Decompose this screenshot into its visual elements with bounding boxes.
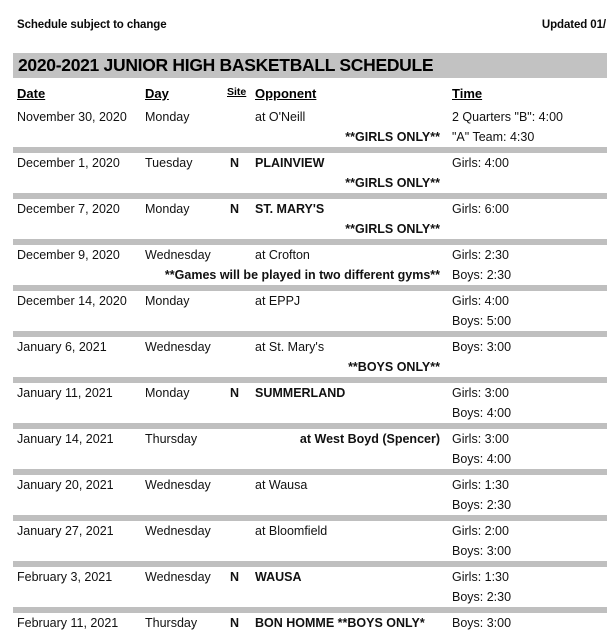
cell-opponent: at Wausa <box>255 478 308 492</box>
cell-day: Thursday <box>145 432 198 446</box>
schedule-table-body <box>0 107 607 633</box>
cell-date: January 6, 2021 <box>17 340 107 354</box>
table-row-primary-line <box>0 107 607 127</box>
column-header-day: Day <box>145 86 169 101</box>
cell-time-secondary: Boys: 2:30 <box>452 498 512 512</box>
table-row-secondary-line <box>0 541 607 561</box>
cell-time-secondary: Boys: 2:30 <box>452 590 512 604</box>
table-row-secondary-line <box>0 127 607 147</box>
cell-site: N <box>230 386 240 400</box>
table-column-headers <box>0 86 607 106</box>
column-header-time: Time <box>452 86 483 101</box>
page-title: 2020-2021 JUNIOR HIGH BASKETBALL SCHEDULE <box>18 55 434 75</box>
table-row <box>0 521 607 561</box>
cell-opponent: at West Boyd (Spencer) <box>299 432 440 446</box>
table-row-primary-line <box>0 337 607 357</box>
cell-time-primary: Girls: 4:00 <box>452 156 509 170</box>
cell-opponent: SUMMERLAND <box>255 386 346 400</box>
cell-day: Wednesday <box>145 570 211 584</box>
cell-site: N <box>230 616 240 630</box>
table-row <box>0 199 607 239</box>
cell-time-primary: Girls: 1:30 <box>452 478 509 492</box>
table-row-primary-line <box>0 567 607 587</box>
cell-time-primary: Girls: 6:00 <box>452 202 509 216</box>
cell-site: N <box>230 202 240 216</box>
cell-opponent: WAUSA <box>255 570 302 584</box>
cell-time-primary: Girls: 4:00 <box>452 294 509 308</box>
table-row <box>0 613 607 633</box>
cell-opponent: at St. Mary's <box>255 340 325 354</box>
table-row-primary-line <box>0 153 607 173</box>
table-row-primary-line <box>0 291 607 311</box>
table-row-secondary-line <box>0 219 607 239</box>
table-row-primary-line <box>0 613 607 633</box>
cell-time-primary: Girls: 2:00 <box>452 524 509 538</box>
cell-note: **GIRLS ONLY** <box>345 222 440 236</box>
table-row <box>0 245 607 285</box>
cell-date: November 30, 2020 <box>17 110 127 124</box>
cell-time-primary: Girls: 3:00 <box>452 432 509 446</box>
cell-day: Wednesday <box>145 524 211 538</box>
table-row <box>0 475 607 515</box>
cell-opponent: at EPPJ <box>255 294 301 308</box>
cell-time-secondary: Boys: 2:30 <box>452 268 512 282</box>
table-row-secondary-line <box>0 449 607 469</box>
cell-opponent: ST. MARY'S <box>255 202 325 216</box>
cell-time-primary: 2 Quarters "B": 4:00 <box>452 110 564 124</box>
cell-time-primary: Boys: 3:00 <box>452 616 512 630</box>
cell-date: December 1, 2020 <box>17 156 120 170</box>
cell-time-primary: Girls: 2:30 <box>452 248 509 262</box>
cell-site: N <box>230 156 240 170</box>
cell-date: January 27, 2021 <box>17 524 114 538</box>
cell-day: Thursday <box>145 616 198 630</box>
cell-day: Wednesday <box>145 478 211 492</box>
cell-note: **GIRLS ONLY** <box>345 130 440 144</box>
cell-time-primary: Girls: 1:30 <box>452 570 509 584</box>
cell-note: **BOYS ONLY** <box>348 360 440 374</box>
cell-site: N <box>230 570 240 584</box>
cell-day: Monday <box>145 386 190 400</box>
cell-time-primary: Boys: 3:00 <box>452 340 512 354</box>
table-row <box>0 153 607 193</box>
table-row-secondary-line <box>0 173 607 193</box>
table-row-primary-line <box>0 521 607 541</box>
table-row <box>0 337 607 377</box>
cell-date: December 7, 2020 <box>17 202 120 216</box>
document-meta-row <box>0 0 607 30</box>
table-row <box>0 567 607 607</box>
table-row-primary-line <box>0 383 607 403</box>
cell-day: Tuesday <box>145 156 193 170</box>
table-row <box>0 383 607 423</box>
table-row-secondary-line <box>0 403 607 423</box>
cell-date: December 14, 2020 <box>17 294 127 308</box>
cell-date: January 14, 2021 <box>17 432 114 446</box>
table-row-secondary-line <box>0 357 607 377</box>
table-row-secondary-line <box>0 587 607 607</box>
table-row-secondary-line <box>0 311 607 331</box>
updated-label: Updated 01/ <box>541 19 606 31</box>
table-row <box>0 429 607 469</box>
column-header-opponent: Opponent <box>255 86 317 101</box>
cell-opponent: BON HOMME **BOYS ONLY* <box>255 616 425 630</box>
cell-day: Monday <box>145 110 190 124</box>
cell-time-secondary: Boys: 3:00 <box>452 544 512 558</box>
cell-opponent: at O'Neill <box>255 110 306 124</box>
table-row-primary-line <box>0 475 607 495</box>
schedule-title-banner <box>13 53 607 78</box>
cell-time-secondary: Boys: 5:00 <box>452 314 512 328</box>
cell-date: December 9, 2020 <box>17 248 120 262</box>
cell-time-secondary: "A" Team: 4:30 <box>452 130 535 144</box>
cell-note: **GIRLS ONLY** <box>345 176 440 190</box>
table-row <box>0 107 607 147</box>
cell-day: Monday <box>145 294 190 308</box>
cell-day: Monday <box>145 202 190 216</box>
table-row-primary-line <box>0 245 607 265</box>
column-header-site: Site <box>227 86 247 98</box>
table-row-secondary-line <box>0 265 607 285</box>
cell-day: Wednesday <box>145 248 211 262</box>
table-row <box>0 291 607 331</box>
cell-time-secondary: Boys: 4:00 <box>452 452 512 466</box>
table-row-primary-line <box>0 429 607 449</box>
cell-date: February 11, 2021 <box>17 616 119 630</box>
cell-time-primary: Girls: 3:00 <box>452 386 509 400</box>
cell-opponent: at Crofton <box>255 248 310 262</box>
cell-date: January 20, 2021 <box>17 478 114 492</box>
schedule-notice: Schedule subject to change <box>17 19 167 31</box>
cell-opponent: at Bloomfield <box>255 524 328 538</box>
cell-opponent: PLAINVIEW <box>255 156 325 170</box>
column-header-date: Date <box>17 86 46 101</box>
cell-date: February 3, 2021 <box>17 570 113 584</box>
cell-note: **Games will be played in two different gyms** <box>164 268 440 282</box>
table-row-secondary-line <box>0 495 607 515</box>
table-row-primary-line <box>0 199 607 219</box>
cell-time-secondary: Boys: 4:00 <box>452 406 512 420</box>
cell-day: Wednesday <box>145 340 211 354</box>
cell-date: January 11, 2021 <box>17 386 113 400</box>
